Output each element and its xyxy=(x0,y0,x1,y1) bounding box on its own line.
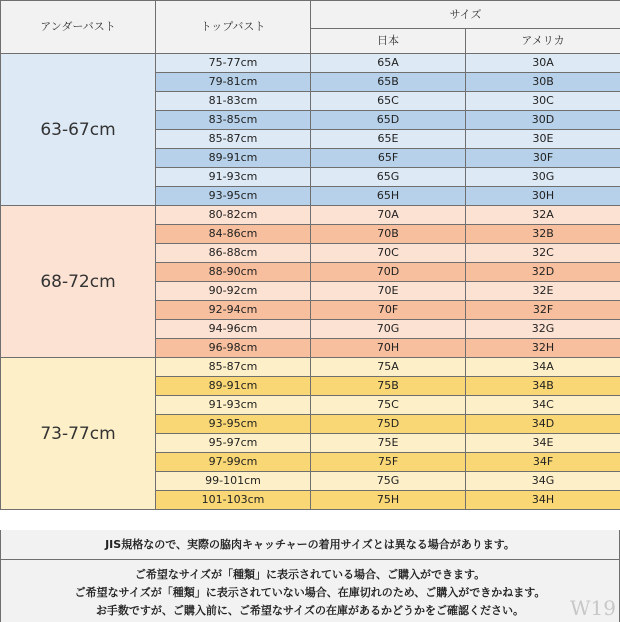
america-size-cell: 34E xyxy=(466,434,620,453)
japan-size-cell: 65G xyxy=(311,168,466,187)
stock-note-1: ご希望なサイズが「種類」に表示されている場合、ご購入ができます。 xyxy=(134,568,486,581)
topbust-cell: 80-82cm xyxy=(156,206,311,225)
stock-notes xyxy=(0,560,620,622)
america-size-cell: 32B xyxy=(466,225,620,244)
topbust-cell: 90-92cm xyxy=(156,282,311,301)
japan-size-cell: 75H xyxy=(311,491,466,510)
japan-size-cell: 75C xyxy=(311,396,466,415)
america-size-cell: 30G xyxy=(466,168,620,187)
topbust-cell: 88-90cm xyxy=(156,263,311,282)
topbust-cell: 91-93cm xyxy=(156,396,311,415)
topbust-cell: 84-86cm xyxy=(156,225,311,244)
topbust-cell: 79-81cm xyxy=(156,73,311,92)
japan-size-cell: 75D xyxy=(311,415,466,434)
size-group xyxy=(1,206,620,358)
japan-size-cell: 70F xyxy=(311,301,466,320)
stock-note-3: お手数ですが、ご購入前に、ご希望なサイズの在庫があるかどうかをご確認ください。 xyxy=(95,604,525,617)
america-size-cell: 32E xyxy=(466,282,620,301)
topbust-cell: 96-98cm xyxy=(156,339,311,358)
japan-size-cell: 75F xyxy=(311,453,466,472)
america-size-cell: 30C xyxy=(466,92,620,111)
america-size-cell: 30H xyxy=(466,187,620,206)
topbust-cell: 89-91cm xyxy=(156,149,311,168)
america-size-cell: 34F xyxy=(466,453,620,472)
topbust-cell: 89-91cm xyxy=(156,377,311,396)
japan-size-cell: 70D xyxy=(311,263,466,282)
topbust-cell: 75-77cm xyxy=(156,54,311,73)
america-size-cell: 34B xyxy=(466,377,620,396)
america-size-cell: 32F xyxy=(466,301,620,320)
japan-size-cell: 70H xyxy=(311,339,466,358)
japan-size-cell: 70E xyxy=(311,282,466,301)
topbust-cell: 99-101cm xyxy=(156,472,311,491)
table-row xyxy=(1,358,620,377)
topbust-cell: 101-103cm xyxy=(156,491,311,510)
japan-size-cell: 65B xyxy=(311,73,466,92)
underbust-cell: 73-77cm xyxy=(1,358,156,510)
topbust-cell: 85-87cm xyxy=(156,130,311,149)
america-size-cell: 30D xyxy=(466,111,620,130)
underbust-cell: 68-72cm xyxy=(1,206,156,358)
japan-size-cell: 70A xyxy=(311,206,466,225)
size-group xyxy=(1,358,620,510)
japan-size-cell: 70G xyxy=(311,320,466,339)
america-size-cell: 34G xyxy=(466,472,620,491)
japan-size-cell: 65A xyxy=(311,54,466,73)
header-size: サイズ xyxy=(311,1,620,29)
topbust-cell: 95-97cm xyxy=(156,434,311,453)
topbust-cell: 91-93cm xyxy=(156,168,311,187)
header-row xyxy=(1,1,620,29)
japan-size-cell: 65C xyxy=(311,92,466,111)
america-size-cell: 32A xyxy=(466,206,620,225)
topbust-cell: 93-95cm xyxy=(156,187,311,206)
topbust-cell: 92-94cm xyxy=(156,301,311,320)
underbust-cell: 63-67cm xyxy=(1,54,156,206)
topbust-cell: 81-83cm xyxy=(156,92,311,111)
america-size-cell: 34H xyxy=(466,491,620,510)
header-america: アメリカ xyxy=(466,29,620,54)
header-underbust: アンダーバスト xyxy=(1,1,156,54)
america-size-cell: 34A xyxy=(466,358,620,377)
header-topbust: トップバスト xyxy=(156,1,311,54)
america-size-cell: 30F xyxy=(466,149,620,168)
japan-size-cell: 70C xyxy=(311,244,466,263)
america-size-cell: 30B xyxy=(466,73,620,92)
japan-size-cell: 75E xyxy=(311,434,466,453)
america-size-cell: 34C xyxy=(466,396,620,415)
jis-note: JIS規格なので、実際の脇肉キャッチャーの着用サイズとは異なる場合があります。 xyxy=(0,530,620,560)
america-size-cell: 34D xyxy=(466,415,620,434)
topbust-cell: 86-88cm xyxy=(156,244,311,263)
topbust-cell: 97-99cm xyxy=(156,453,311,472)
topbust-cell: 85-87cm xyxy=(156,358,311,377)
america-size-cell: 32C xyxy=(466,244,620,263)
japan-size-cell: 65H xyxy=(311,187,466,206)
america-size-cell: 32H xyxy=(466,339,620,358)
america-size-cell: 32D xyxy=(466,263,620,282)
japan-size-cell: 75A xyxy=(311,358,466,377)
topbust-cell: 94-96cm xyxy=(156,320,311,339)
stock-note-2: ご希望なサイズが「種類」に表示されていない場合、在庫切れのため、ご購入ができかねます。 xyxy=(74,586,546,599)
watermark: W19 xyxy=(569,596,616,620)
japan-size-cell: 70B xyxy=(311,225,466,244)
japan-size-cell: 65F xyxy=(311,149,466,168)
japan-size-cell: 65E xyxy=(311,130,466,149)
japan-size-cell: 75B xyxy=(311,377,466,396)
table-row xyxy=(1,206,620,225)
topbust-cell: 93-95cm xyxy=(156,415,311,434)
america-size-cell: 32G xyxy=(466,320,620,339)
topbust-cell: 83-85cm xyxy=(156,111,311,130)
america-size-cell: 30A xyxy=(466,54,620,73)
japan-size-cell: 65D xyxy=(311,111,466,130)
america-size-cell: 30E xyxy=(466,130,620,149)
japan-size-cell: 75G xyxy=(311,472,466,491)
header-japan: 日本 xyxy=(311,29,466,54)
table-row xyxy=(1,54,620,73)
size-group xyxy=(1,54,620,206)
